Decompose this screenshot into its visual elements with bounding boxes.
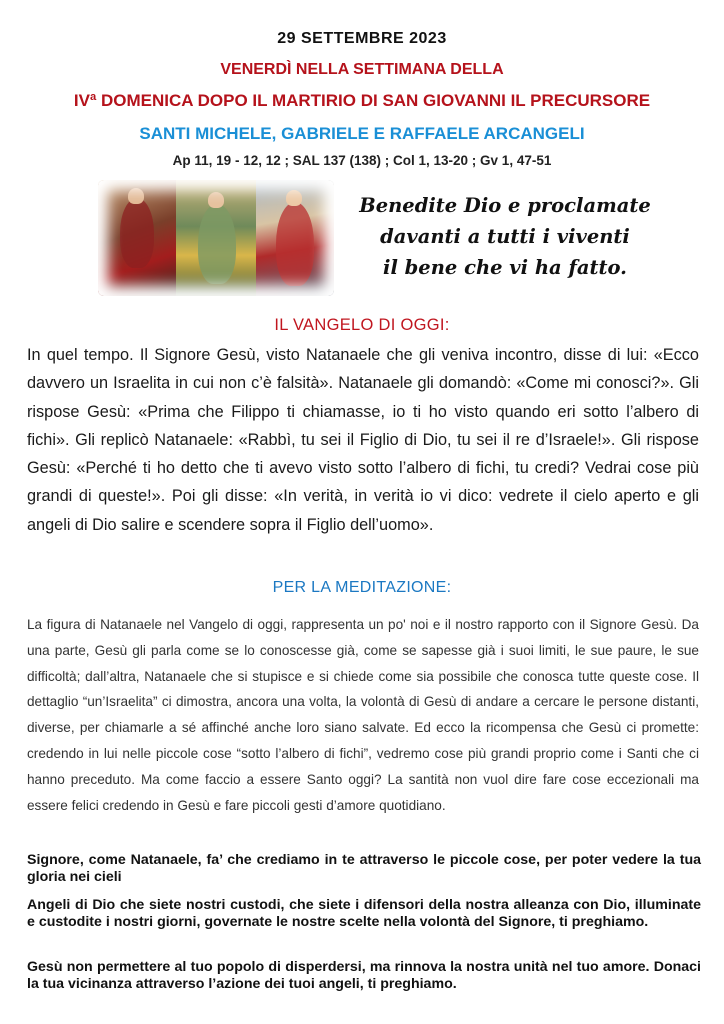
meditation-text: La figura di Natanaele nel Vangelo di oggi, rappresenta un po' noi e il nostro rapporto con il Signore Gesù. Da una parte, Gesù gli parla come se lo conoscesse già, come se sapesse già i suoi limiti, le sue paure, le sue difficoltà; dall’altra, Natanaele che si stupisce e si chiede come sia possibile che conosca tutte queste cose. Il dettaglio “un’Israelita” ci dimostra, ancora una volta, la volontà di Gesù di andare a cercare le persone distanti, diverse, per chiamarle a sé affinché anche loro siano salvate. Ed ecco la ricompensa che Gesù ci promette: credendo in lui nelle piccole cose “sotto l’albero di fichi”, vedremo cose più grandi proprio come i Santi che ci hanno preceduto. Ma come faccio a essere Santo oggi? La santità non vuol dire fare cose eccezionali ma essere felici credendo in Gesù e fare piccoli gesti d’amore quotidiano. [27,617,699,813]
quote-line-3: il bene che vi ha fatto. [383,256,627,279]
day-line: VENERDÌ NELLA SETTIMANA DELLA [220,61,504,78]
prayer-2: Angeli di Dio che siete nostri custodi, che siete i difensori della nostra alleanza con Dio, illuminate e custodite i nostri giorni, governate le nostre scelte nella volontà del Signore, ti preghiamo. [27,897,701,930]
prayer-3: Gesù non permettere al tuo popolo di disperdersi, ma rinnova la nostra unità nel tuo amore. Donaci la tua vicinanza attraverso l’azione dei tuoi angeli, ti preghiamo. [27,959,701,992]
sunday-line: IVª DOMENICA DOPO IL MARTIRIO DI SAN GIOVANNI IL PRECURSORE [73,91,651,110]
readings-references: Ap 11, 19 - 12, 12 ; SAL 137 (138) ; Col 1, 13-20 ; Gv 1, 47-51 [172,153,552,168]
quote-line-1: Benedite Dio e proclamate [359,194,651,217]
psalm-quote [350,190,660,283]
date-heading: 29 SETTEMBRE 2023 [277,30,447,47]
meditation-heading: PER LA MEDITAZIONE: [272,579,452,596]
gospel-text: In quel tempo. Il Signore Gesù, visto Natanaele che gli veniva incontro, disse di lui: «Ecco davvero un Israelita in cui non c’è falsità». Natanaele gli domandò: «Come mi conosci?». Gli rispose Gesù: «Prima che Filippo ti chiamasse, io ti ho visto quando eri sotto l’albero di fichi». Gli replicò Natanaele: «Rabbì, tu sei il Figlio di Dio, tu sei il re d’Israele!». Gli rispose Gesù: «Perché ti ho detto che ti avevo visto sotto l’albero di fichi, tu credi? Vedrai cose più grandi di queste!». Poi gli disse: «In verità, in verità io vi dico: vedrete il cielo aperto e gli angeli di Dio salire e scendere sopra il Figlio dell’uomo». [27,346,699,534]
quote-line-2: davanti a tutti i viventi [380,225,630,248]
prayer-1: Signore, come Natanaele, fa’ che crediamo in te attraverso le piccole cose, per poter vedere la tua gloria nei cieli [27,852,701,885]
gospel-heading: IL VANGELO DI OGGI: [274,316,450,334]
three-archangels-painting [98,180,334,296]
saints-line: SANTI MICHELE, GABRIELE E RAFFAELE ARCANGELI [139,124,585,143]
